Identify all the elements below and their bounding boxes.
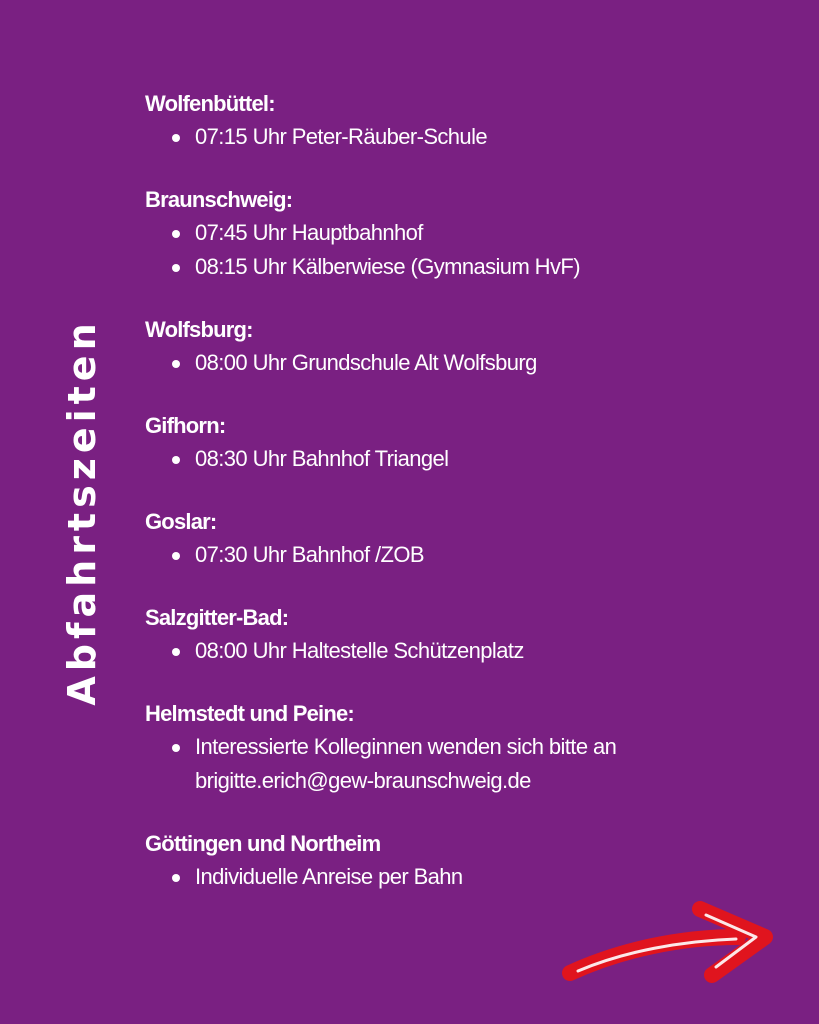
section-gifhorn — [145, 410, 785, 476]
departure-items — [145, 346, 785, 380]
departure-items — [145, 120, 785, 154]
list-item — [145, 730, 785, 798]
city-heading: Braunschweig: — [145, 187, 293, 212]
city-heading: Wolfenbüttel: — [145, 91, 275, 116]
section-helmstedt-peine — [145, 698, 785, 798]
city-heading: Wolfsburg: — [145, 317, 253, 342]
city-heading: Göttingen und Northeim — [145, 831, 381, 856]
departure-items — [145, 730, 785, 798]
list-item: 08:30 Uhr Bahnhof Triangel — [145, 442, 785, 476]
departure-items — [145, 634, 785, 668]
section-salzgitter-bad — [145, 602, 785, 668]
list-item: 07:45 Uhr Hauptbahnhof — [145, 216, 785, 250]
section-wolfenbuettel — [145, 88, 785, 154]
list-item: 07:15 Uhr Peter-Räuber-Schule — [145, 120, 785, 154]
departure-list — [145, 88, 785, 924]
list-item: Individuelle Anreise per Bahn — [145, 860, 785, 894]
list-item: 08:00 Uhr Haltestelle Schützenplatz — [145, 634, 785, 668]
section-braunschweig — [145, 184, 785, 284]
city-heading: Goslar: — [145, 509, 217, 534]
departure-items — [145, 538, 785, 572]
red-arrow-right-icon[interactable] — [560, 895, 775, 990]
list-item: 08:00 Uhr Grundschule Alt Wolfsburg — [145, 346, 785, 380]
city-heading: Helmstedt und Peine: — [145, 701, 354, 726]
departure-items — [145, 442, 785, 476]
side-title: Abfahrtszeiten — [60, 318, 104, 706]
departure-items — [145, 860, 785, 894]
contact-text: Interessierte Kolleginnen wenden sich bitte an — [195, 734, 617, 759]
departure-items — [145, 216, 785, 284]
list-item: 08:15 Uhr Kälberwiese (Gymnasium HvF) — [145, 250, 785, 284]
section-goslar — [145, 506, 785, 572]
list-item: 07:30 Uhr Bahnhof /ZOB — [145, 538, 785, 572]
city-heading: Salzgitter-Bad: — [145, 605, 289, 630]
city-heading: Gifhorn: — [145, 413, 226, 438]
contact-email: brigitte.erich@gew-braunschweig.de — [195, 768, 531, 793]
section-wolfsburg — [145, 314, 785, 380]
section-goettingen-northeim — [145, 828, 785, 894]
